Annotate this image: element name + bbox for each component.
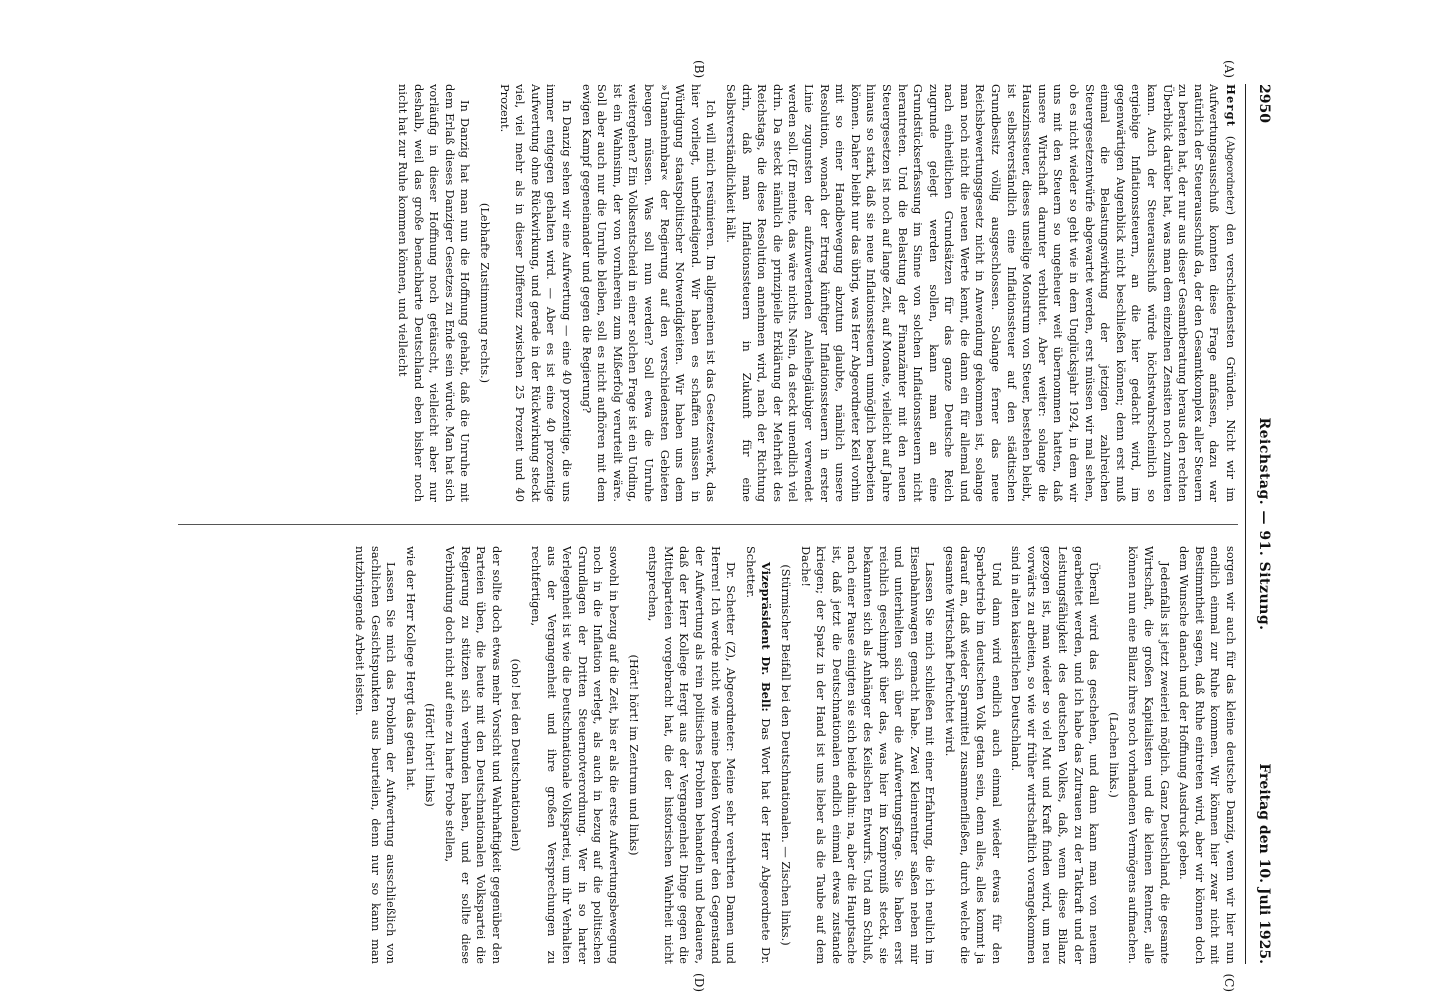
speech-paragraph: Jedenfalls ist jetzt zweierlei möglich. Ganz Deutschland, die gesamte Wirtschaft, die großen Kapitalisten und die kleinen Rentner, alle können nun eine Bilanz ihres noch vorhandenen Vermögens aufmachen. (1126, 546, 1172, 964)
speech-paragraph: Und dann wird endlich auch einmal wieder etwas für den Sparbetrieb im deutschen Volk getan sein, denn alles, alles kommt ja darauf an, daß wieder Sparmittel zusammenfließen, durch welche die gesamte Wirtschaft befruchtet wird. (942, 546, 1004, 964)
column-divider (178, 524, 1238, 525)
chair-label: Vizepräsident Dr. Bell: (759, 562, 774, 712)
interjection: (oho! bei den Deutschnationalen) (509, 658, 524, 852)
margin-marker-c: (C) (1222, 973, 1236, 992)
interjection: (Stürmischer Beifall bei den Deutschnationalen. — Zischen links.) (778, 564, 793, 946)
session-title: Reichstag. — 91. Sitzung. (1256, 417, 1272, 631)
interjection: (Lebhafte Zustimmung rechts.) (478, 202, 493, 384)
speech-paragraph: Überall wird das geschehen, und dann kann man von neuem gearbeitet werden, und ich habe das Zutrauen zu der Tatkraft und der Leistungsfähigkeit des deutschen Volkes, daß, wenn diese Bilanz gezogen ist, man wieder so viel Mut und Kraft finden wird, um neu vorwärts zu arbeiten, so wie wir früher wirtschaftlich vorangekommen sind in alten kaiserlichen Deutschland. (1009, 546, 1102, 964)
speech-paragraph: Ich will mich resümieren. Im allgemeinen ist das Gesetzeswerk, das hier vorliegt, unbefriedigend. Wir haben es schaffen müssen in Würdigung staatspolitischer Notwendigkeiten. Wir haben uns dem »Unannehmbar« der Regierung auf den verschiedensten Gebieten beugen müssen. Was soll nun werden? Soll etwa die Unruhe weitergehen? Ein Volksentscheid in einer solchen Frage ist ein Unding, ist ein Wahnsinn, der von vornherein zum Mißerfolg verurteilt wäre. Soll aber auch nur die Unruhe bleiben, soll es nicht aufhören mit dem ewigen Kampf gegeneinander und gegen die Regierung? (579, 84, 719, 502)
speech-paragraph: Lassen Sie mich das Problem der Aufwertung ausschließlich von sachlichen Gesichtspunkten aus beurteilen, denn nur so kann man nutzbringende Arbeit leisten. (353, 546, 399, 964)
speaker-role: Abgeordneter (1224, 140, 1235, 211)
margin-marker-d: (D) (692, 973, 706, 992)
margin-marker-b: (B) (692, 60, 706, 79)
right-column (42, 546, 1238, 964)
speech-paragraph: der sollte doch etwas mehr Vorsicht und Wahrhaftigkeit gegenüber den Parteien üben, die heute mit den Deutschnationalen Volkspartei die Regierung zu stützen sich verbunden haben, und er sollte diese Verbindung doch nicht auf eine zu harte Probe stellen, (443, 546, 504, 964)
speech-paragraph: In Danzig hat man nun die Hoffnung gehabt, daß die Unruhe mit dem Erlaß dieses Danziger Gesetzes zu Ende sein würde. Man hat sich vorläufig in dieser Hoffnung noch getäuscht, vielleicht aber nur deshalb, weil das große benachbarte Deutschland eben bisher noch nicht hat zur Ruhe kommen können, und vielleicht (396, 84, 473, 502)
interjection: (Hört! hört! im Zentrum und links) (626, 654, 641, 856)
margin-marker-a: (A) (1222, 60, 1236, 79)
session-date: Freitag den 10. Juli 1925. (1256, 763, 1272, 964)
interjection: (Lachen links.) (1106, 712, 1121, 798)
chair-remark (742, 546, 773, 964)
speech-paragraph: wie der Herr Kollege Hergt das getan hat. (403, 546, 418, 791)
speech-paragraph: sorgen wir auch für das kleine deutsche Danzig, wenn wir hier nun endlich einmal zur Ruhe kommen. Wir können hier zwar nicht mit Bestimmtheit sagen, daß Ruhe eintreten wird, aber wir können doch dem Wunsche danach und der Hoffnung Ausdruck geben. (1177, 546, 1238, 964)
interjection: (Hört! hört! links) (423, 703, 438, 807)
speech-paragraph: Dr. Schetter (Z), Abgeordneter: Meine sehr verehrten Damen und Herren! Ich werde nicht wie meine beiden Vorredner den Gegenstand der Aufwertung als rein politisches Problem behandeln und bedauere, daß der Herr Kollege Hergt aus der Vergangenheit Dinge gegen die Mittelparteien vorgebracht hat, die der historischen Wahrheit nicht entsprechen, (646, 546, 739, 964)
speech-paragraph: Lassen Sie mich schließen mit einer Erfahrung, die ich neulich im Eisenbahnwagen gemacht habe. Zwei Kleinrentner saßen neben mir und unterhielten sich über die Aufwertungsfrage. Sie haben erst reichlich geschimpft über das, was hier im Kompromiß steckt, sie bekannten sich als Anhänger des Keilschen Entwurfs. Und am Schluß, nach einer Pause einigten sie sich beide dahin: na, aber die Hauptsache ist, daß jetzt die Deutschnationalen endlich einmal etwas zustande kriegen; der Spatz in der Hand ist uns lieber als die Taube auf dem Dache! (798, 546, 938, 964)
speech-paragraph: sowohl in bezug auf die Zeit, bis er als die erste Aufwertungsbewegung noch in die Inflation verlegt, als auch in bezug auf die politischen Grundlagen der Dritten Steuernotverordnung. Wer in so harter Verlegenheit ist wie die Deutschnationale Volkspartei, um ihr Verhalten aus der Vergangenheit und ihre großen Versprechungen zu rechtfertigen, (529, 546, 622, 964)
chair-text: Das Wort hat der Herr Abgeordnete Dr. Schetter. (743, 546, 774, 964)
speaker-name: Hergt (1224, 84, 1238, 128)
page-content (32, 60, 1272, 992)
page-number: 2950 (1256, 84, 1272, 123)
speech-paragraph: In Danzig sehen wir eine Aufwertung — eine 40 prozentige, die uns immer entgegen gehalten wird. — Aber es ist eine 40 prozentige Aufwertung ohne Rückwirkung, und gerade in der Rückwirkung steckt viel, viel mehr als in dieser Differenz zwischen 25 Prozent und 40 Prozent. (497, 84, 575, 502)
left-column (42, 84, 1238, 502)
speech-paragraph: Hergt (Abgeordneter) den verschiedensten Gründen. Nicht wir im Aufwertungsausschuß konnten diese Frage anfassen, dazu war natürlich der Steuerausschuß da, der den Gesamtkomplex aller Steuern zu beraten hat, der nur aus dieser Gesamtberatung heraus den rechten Überblick darüber hat, was man dem einzelnen Zensiten noch zumuten kann. Auch der Steuerausschuß würde höchstwahrscheinlich so ergiebige Inflationssteuern, an die hier gedacht wird, im gegenwärtigen Augenblick nicht beschließen können; denn erst muß einmal die Belastungswirkung der jetzigen zahlreichen Steuergesetzentwürfe abgewartet werden, erst müssen wir mal sehen, ob es nicht wieder so geht wie in dem Unglücksjahr 1924, in dem wir uns mit den Steuern so ungeheuer weit übernommen hatten, daß unsere Wirtschaft darunter verblutet. Aber weiter: solange die Hauszinssteuer, dieses unselige Monstrum von Steuer, bestehen bleibt, ist selbstverständlich eine Inflationssteuer auf den städtischen Grundbesitz völlig ausgeschlossen. Solange ferner das neue Reichsbewertungsgesetz nicht in Anwendung gekommen ist, solange man noch nicht die neuen Werte kennt, die dann ein für allemal und nach einheitlichen Grundsätzen für das ganze Deutsche Reich zugrunde gelegt werden sollen, kann man an eine Grundstückserfassung im Sinne von solchen Inflationssteuern nicht herantreten. Und die Belastung der Finanzämter mit den neuen Steuergesetzen ist noch auf lange Zeit, auf Monate, vielleicht auf Jahre hinaus so stark, daß sie neue Inflationssteuern unmöglich bearbeiten können. Daher bleibt nur das übrig, was Herr Abgeordneter Keil vorhin mit so einer Handbewegung abzutun glaubte, nämlich unsere Resolution, wonach der Ertrag künftiger Inflationssteuern in erster Linie zugunsten der aufzuwertenden Anleihegläubiger verwendet werden soll. (Er meinte, das wäre nichts. Nein, da steckt unendlich viel drin. Da steckt nämlich die prinzipielle Erklärung der Mehrheit des Reichstags, die diese Resolution annehmen wird, nach der Richtung drin, daß man Inflationssteuern in Zukunft für eine Selbstverständlichkeit hält. (724, 84, 1238, 502)
paragraph-text: den verschiedensten Gründen. Nicht wir im Aufwertungsausschuß konnten diese Frage anfassen, dazu war natürlich der Steuerausschuß da, der den Gesamtkomplex aller Steuern zu beraten hat, der nur aus dieser Gesamtberatung heraus den rechten Überblick darüber hat, was man dem einzelnen Zensiten noch zumuten kann. Auch der Steuerausschuß würde höchstwahrscheinlich so ergiebige Inflationssteuern, an die hier gedacht wird, im gegenwärtigen Augenblick nicht beschließen können; denn erst muß einmal die Belastungswirkung der jetzigen zahlreichen Steuergesetzentwürfe abgewartet werden, erst müssen wir mal sehen, ob es nicht wieder so geht wie in dem Unglücksjahr 1924, in dem wir uns mit den Steuern so ungeheuer weit übernommen hatten, daß unsere Wirtschaft darunter verblutet. Aber weiter: solange die Hauszinssteuer, dieses unselige Monstrum von Steuer, bestehen bleibt, ist selbstverständlich eine Inflationssteuer auf den städtischen Grundbesitz völlig ausgeschlossen. Solange ferner das neue Reichsbewertungsgesetz nicht in Anwendung gekommen ist, solange man noch nicht die neuen Werte kennt, die dann ein für allemal und nach einheitlichen Grundsätzen für das ganze Deutsche Reich zugrunde gelegt werden sollen, kann man an eine Grundstückserfassung im Sinne von solchen Inflationssteuern nicht herantreten. Und die Belastung der Finanzämter mit den neuen Steuergesetzen ist noch auf lange Zeit, auf Monate, vielleicht auf Jahre hinaus so stark, daß sie neue Inflationssteuern unmöglich bearbeiten können. Daher bleibt nur das übrig, was Herr Abgeordneter Keil vorhin mit so einer Handbewegung abzutun glaubte, nämlich unsere Resolution, wonach der Ertrag künftiger Inflationssteuern in erster Linie zugunsten der aufzuwertenden Anleihegläubiger verwendet werden soll. (Er meinte, das wäre nichts. Nein, da steckt unendlich viel drin. Da steckt nämlich die prinzipielle Erklärung der Mehrheit des Reichstags, die diese Resolution annehmen wird, nach der Richtung drin, daß man Inflationssteuern in Zukunft für eine Selbstverständlichkeit hält. (724, 84, 1238, 502)
page-header (1245, 84, 1272, 964)
